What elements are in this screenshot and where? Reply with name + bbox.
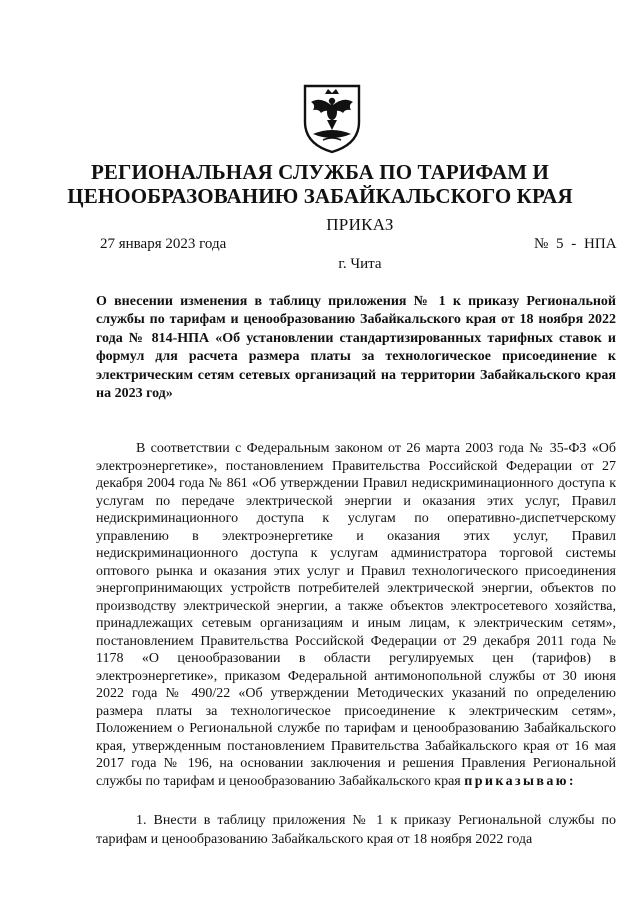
coat-of-arms-icon xyxy=(299,82,365,154)
document-city: г. Чита xyxy=(338,256,382,272)
preamble-text: В соответствии с Федеральным законом от 26 марта 2003 года № 35-ФЗ «Об электроэнергетике», постановлением Правительства Российской Федерации от 27 декабря 2004 года № 861 «Об утверждении Правил недискриминационного доступа к услугам по передаче электрической энергии и оказания этих услуг, Правил недискриминационного доступа к услугам по оперативно-диспетчерскому управлению в электроэнергетике и оказания этих услуг, Правил недискриминационного доступа к услугам администратора торговой системы оптового рынка и оказания этих услуг и Правил технологического присоединения энергопринимающих устройств потребителей электрической энергии, объектов по производству электрической энергии, а также объектов электросетевого хозяйства, принадлежащих сетевым организациям и иным лицам, к электрическим сетям», постановлением Правительства Российской Федерации от 29 декабря 2011 года № 1178 «О ценообразовании в области регулируемых цен (тарифов) в электроэнергетике», приказом Федеральной антимонопольной службы от 30 июня 2022 года № 490/22 «Об утверждении Методических указаний по определению размера платы за технологическое присоединение к электрическим сетям», Положением о Региональной службе по тарифам и ценообразованию Забайкальского края, утвержденным постановлением Правительства Забайкальского края от 16 мая 2017 года № 196, на основании заключения и решения Правления Региональной службы по тарифам и ценообразованию Забайкальского края xyxy=(96,441,616,789)
organization-title-line1: РЕГИОНАЛЬНАЯ СЛУЖБА ПО ТАРИФАМ И xyxy=(91,160,549,184)
organization-title-line2: ЦЕНООБРАЗОВАНИЮ ЗАБАЙКАЛЬСКОГО КРАЯ xyxy=(67,184,573,208)
organization-title xyxy=(60,160,580,208)
order-items xyxy=(96,811,616,849)
order-word: приказываю: xyxy=(464,773,576,789)
preamble-paragraph xyxy=(96,440,616,790)
document-kind: ПРИКАЗ xyxy=(326,215,394,234)
document-subject: О внесении изменения в таблицу приложения № 1 к приказу Региональной службы по тарифам и ценообразованию Забайкальского края от 18 ноября 2022 года № 814-НПА «Об установлении стандартизированных тарифных ставок и формул для расчета размера платы за технологическое присоединение к электрическим сетям сетевых организаций на территории Забайкальского края на 2023 год» xyxy=(96,294,616,402)
order-item: 1. Внести в таблицу приложения № 1 к приказу Региональной службы по тарифам и ценообразованию Забайкальского края от 18 ноября 2022 года xyxy=(96,813,616,847)
document-date: 27 января 2023 года xyxy=(100,236,227,252)
document-number: № 5 - НПА xyxy=(534,236,617,252)
